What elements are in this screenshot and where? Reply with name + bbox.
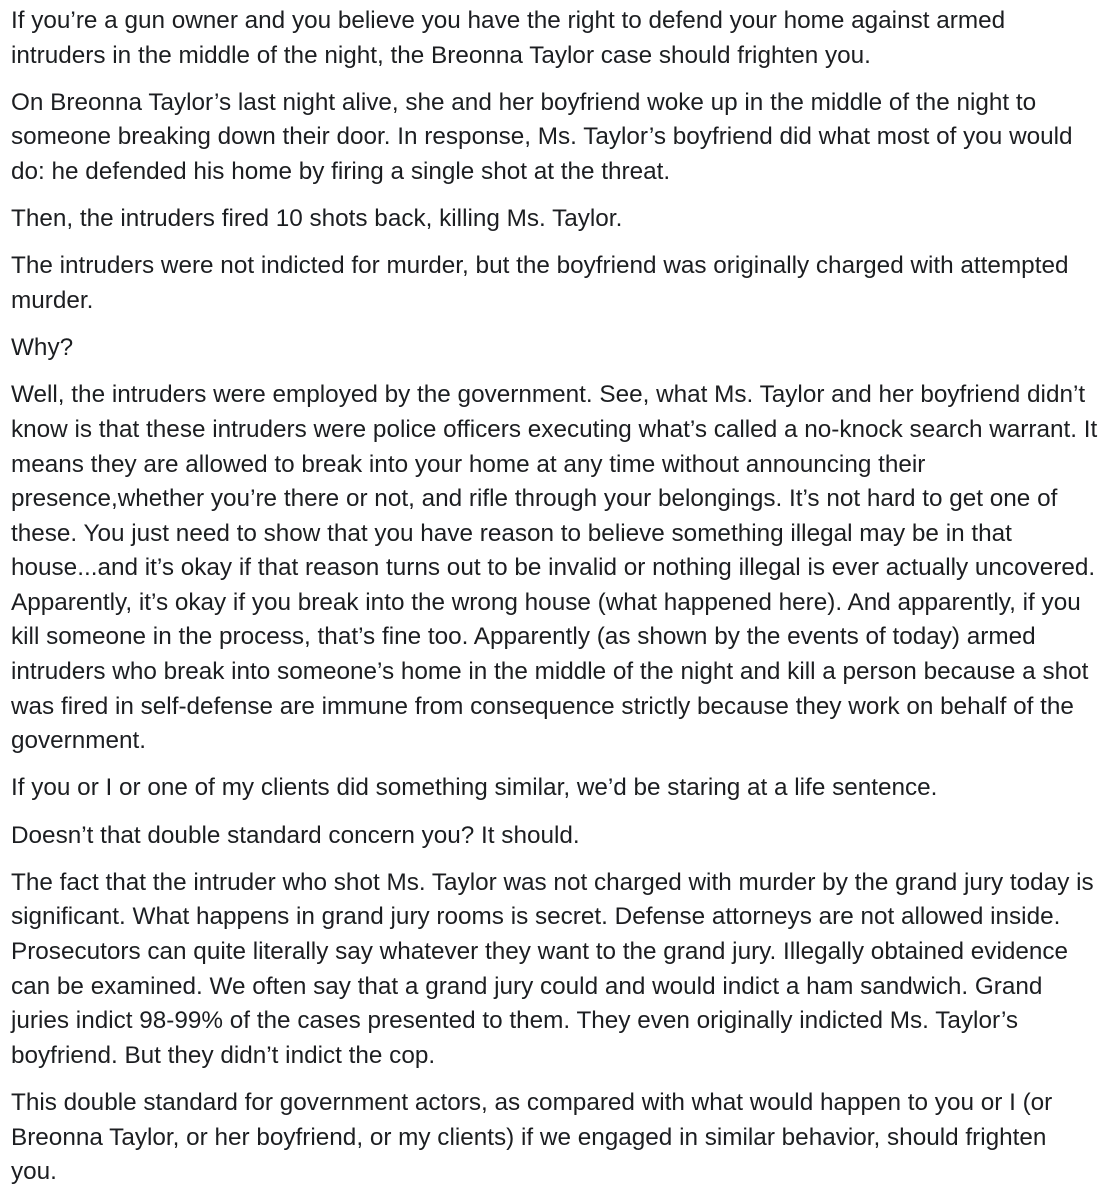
post-paragraph: Doesn’t that double standard concern you? It should. [11,821,580,849]
post-paragraph: Why? [11,334,74,362]
post-paragraph: If you’re a gun owner and you believe you have the right to defend your home against armed intruders in the middle of the night, the Breonna Taylor case should frighten you. [11,7,1006,69]
post-paragraph: If you or I or one of my clients did something similar, we’d be staring at a life sentence. [11,774,938,802]
post-paragraph: This double standard for government actors, as compared with what would happen to you or I (or Breonna Taylor, or her boyfriend, or my clients) if we engaged in similar behavior, should frighten you. [11,1088,1053,1186]
post-paragraph: On Breonna Taylor’s last night alive, she and her boyfriend woke up in the middle of the night to someone breaking down their door. In response, Ms. Taylor’s boyfriend did what most of you would do: he defended his home by firing a single shot at the threat. [11,88,1073,185]
post-paragraph: Well, the intruders were employed by the government. See, what Ms. Taylor and her boyfriend didn’t know is that these intruders were police officers executing what’s called a no-knock search warrant. It means they are allowed to break into your home at any time without announcing their presence,whether you’re there or not, and rifle through your belongings. It’s not hard to get one of these. You just need to show that you have reason to believe something illegal may be in that house...and it’s okay if that reason turns out to be invalid or nothing illegal is ever actually uncovered. Apparently, it’s okay if you break into the wrong house (what happened here). And apparently, if you kill someone in the process, that’s fine too. Apparently (as shown by the events of today) armed intruders who break into someone’s home in the middle of the night and kill a person because a shot was fired in self-defense are immune from consequence strictly because they work on behalf of the government. [11,381,1098,755]
post-paragraph: The fact that the intruder who shot Ms. Taylor was not charged with murder by the grand jury today is significant. What happens in grand jury rooms is secret. Defense attorneys are not allowed inside. Prosecutors can quite literally say whatever they want to the grand jury. Illegally obtained evidence can be examined. We often say that a grand jury could and would indict a ham sandwich. Grand juries indict 98-99% of the cases presented to them. They even originally indicted Ms. Taylor’s boyfriend. But they didn’t indict the cop. [11,868,1094,1069]
post-paragraph: The intruders were not indicted for murder, but the boyfriend was originally charged with attempted murder. [11,252,1069,314]
post-paragraph: Then, the intruders fired 10 shots back, killing Ms. Taylor. [11,205,623,233]
